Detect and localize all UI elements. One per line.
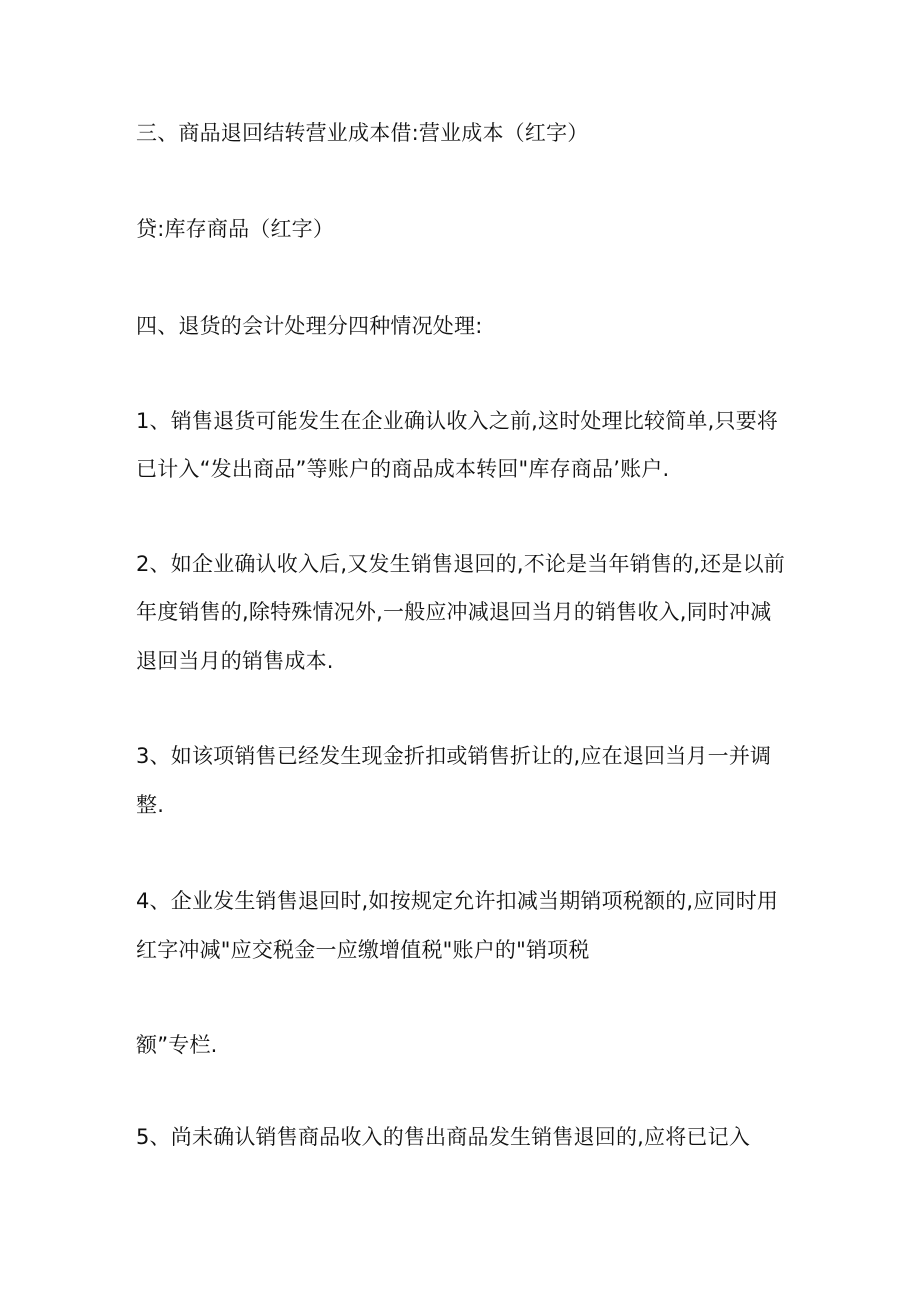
item-3-line-1: 3、如该项销售已经发生现金折扣或销售折让的,应在退回当月一并调	[136, 744, 772, 768]
item-1-line-1: 1、销售退货可能发生在企业确认收入之前,这时处理比较简单,只要将	[136, 409, 779, 433]
item-4-line-2: 红字冲减"应交税金一应缴增值税"账户的"销项税	[136, 938, 590, 962]
item-2-line-1: 2、如企业确认收入后,又发生销售退回的,不论是当年销售的,还是以前	[136, 552, 785, 576]
item-3-line-2: 整.	[136, 793, 165, 817]
item-4-line-3: 额”专栏.	[136, 1033, 218, 1057]
item-1-line-2: 已计入“发出商品”等账户的商品成本转回"库存商品’账户.	[136, 457, 670, 481]
section-three-heading: 三、商品退回结转营业成本借:营业成本（红字）	[136, 121, 589, 145]
item-2-line-3: 退回当月的销售成本.	[136, 649, 334, 673]
item-2-line-2: 年度销售的,除特殊情况外,一般应冲减退回当月的销售收入,同时冲减	[136, 600, 772, 624]
credit-entry-line: 贷:库存商品（红字）	[136, 217, 335, 241]
item-4-line-1: 4、企业发生销售退回时,如按规定允许扣减当期销项税额的,应同时用	[136, 889, 779, 913]
item-5-line-1: 5、尚未确认销售商品收入的售出商品发生销售退回的,应将已记入	[136, 1125, 751, 1149]
section-four-heading: 四、退货的会计处理分四种情况处理:	[136, 314, 483, 338]
